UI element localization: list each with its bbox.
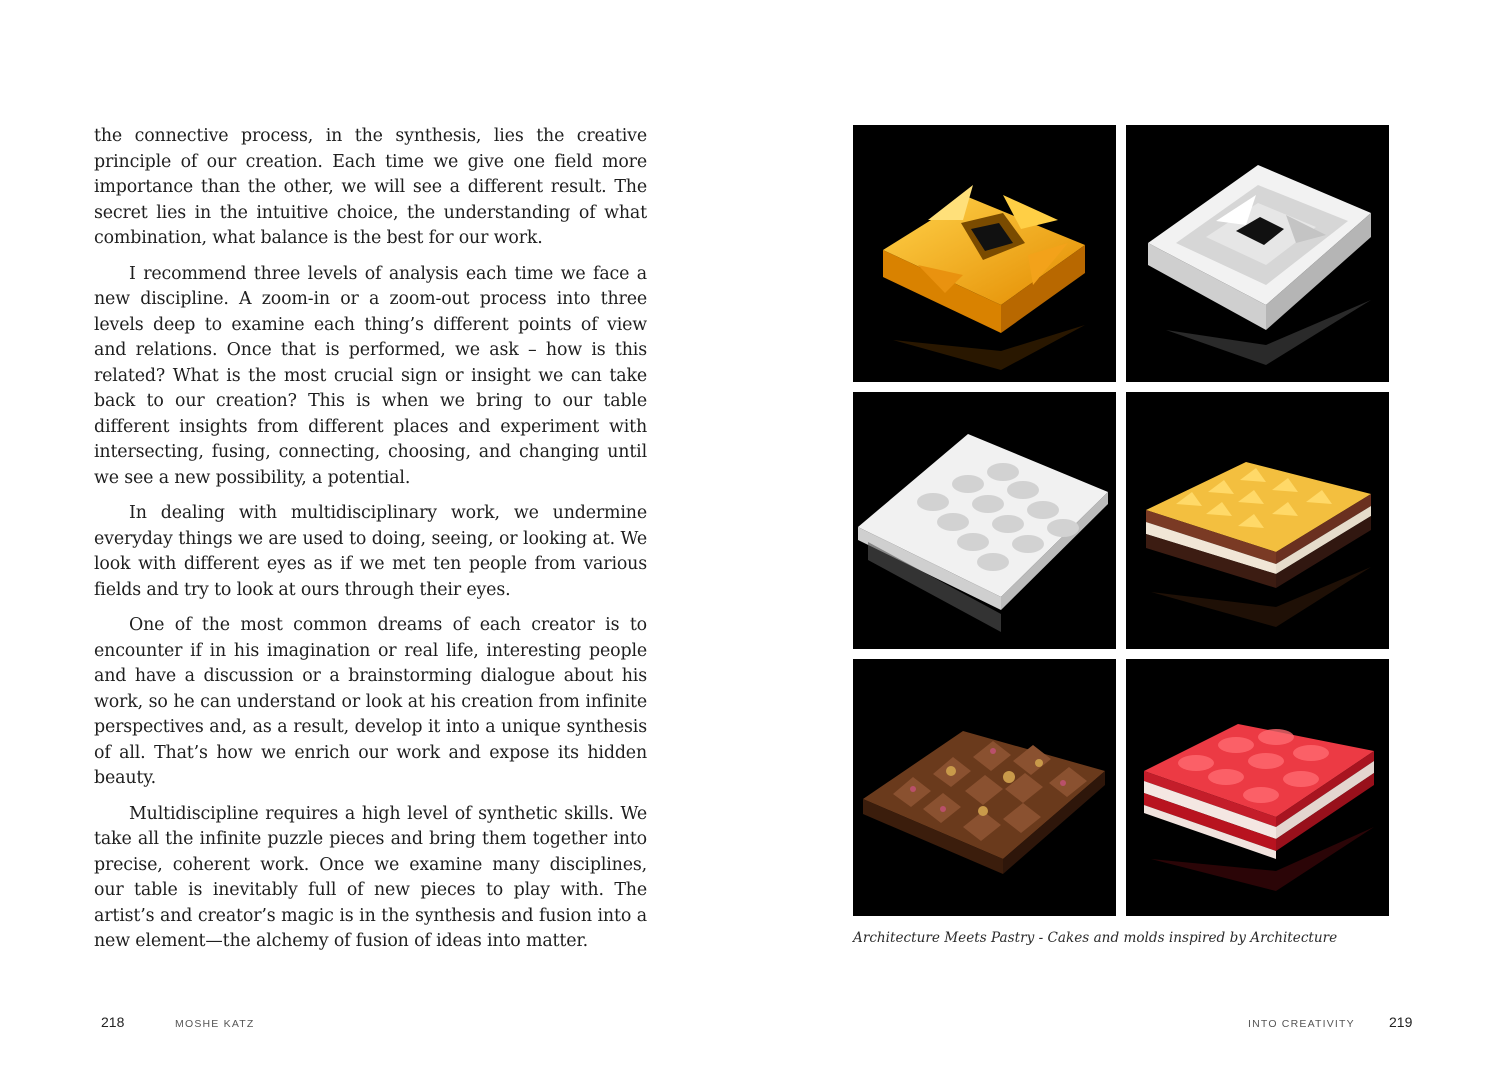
- paragraph-2: I recommend three levels of analysis each time we face a new discipline. A zoom-in or a zoom-out process into three levels deep to examine each thing’s different points of view and relations. Once that is performed, we ask – how is this related? What is the most crucial sign or insight we can take back to our creation? This is when we bring to our table different insights from different places and experiment with intersecting, fusing, connecting, choosing, and changing until we see a new possibility, a potential.: [94, 263, 647, 488]
- photo-chocolate-cake: [853, 659, 1116, 916]
- paragraph-5: Multidiscipline requires a high level of synthetic skills. We take all the infinite puzzle pieces and bring them together into precise, coherent work. Once we examine many disciplines, our table is inevitably full of new pieces to play with. The artist’s and creator’s magic is in the synthesis and fusion into a new element—the alchemy of fusion of ideas into matter.: [94, 803, 647, 951]
- photo-white-wave-mold: [853, 392, 1116, 649]
- paragraph-3: In dealing with multidisciplinary work, we undermine everyday things we are used to doing, seeing, or looking at. We look with different eyes as if we met ten people from various fields and try to look at ours through their eyes.: [94, 503, 647, 600]
- paragraph-4: One of the most common dreams of each creator is to encounter if in his imagination or real life, interesting people and have a discussion or a brainstorming dialogue about his work, so he can understand or look at his creation from infinite perspectives and, as a result, develop it into a unique synthesis of all. That’s how we enrich our work and expose its hidden beauty.: [94, 615, 647, 788]
- photo-grid: [853, 125, 1389, 917]
- photo-yellow-spiral-cake: [853, 125, 1116, 382]
- left-page-number: 218: [101, 1014, 125, 1030]
- photo-yellow-layered-cake: [1126, 392, 1389, 649]
- left-page-text: [94, 124, 647, 965]
- figure-caption: Architecture Meets Pastry - Cakes and molds inspired by Architecture: [853, 930, 1338, 946]
- paragraph-1: the connective process, in the synthesis, lies the creative principle of our creation. Each time we give one field more importance than the other, we will see a different result. The secret lies in the intuitive choice, the understanding of what combination, what balance is the best for our work.: [94, 126, 647, 248]
- photo-white-spiral-mold: [1126, 125, 1389, 382]
- photo-red-layered-cake: [1126, 659, 1389, 916]
- left-running-head: MOSHE KATZ: [175, 1018, 255, 1030]
- right-page-number: 219: [1389, 1014, 1413, 1030]
- right-running-head: INTO CREATIVITY: [1248, 1018, 1355, 1030]
